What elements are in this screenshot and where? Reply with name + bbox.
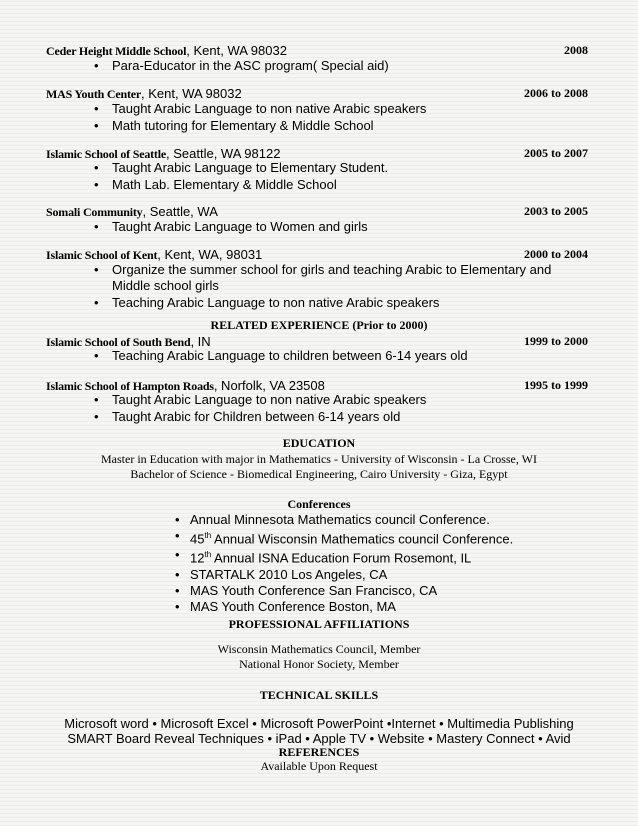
education-degree-master: Master in Education with major in Mathematics - University of Wisconsin - La Crosse, WI [101,452,537,466]
technical-skills-line: Microsoft word • Microsoft Excel • Microsoft PowerPoint •Internet • Multimedia Publishing [64,716,574,731]
job-location: , Seattle, WA 98122 [166,146,281,161]
job-location: , Seattle, WA [142,204,218,219]
job-dates: 2005 to 2007 [524,146,588,160]
job-organization: Islamic School of Seattle [46,147,166,161]
job-bullet: • Math tutoring for Elementary & Middle School [92,118,592,134]
conference-item: • 45th Annual Wisconsin Mathematics council Conference. [174,528,574,547]
job-organization: MAS Youth Center [46,87,142,101]
job-location: , Norfolk, VA 23508 [213,378,325,393]
job-bullet: • Taught Arabic Language to non native Arabic speakers [92,101,592,117]
conferences-heading: Conferences [287,497,351,511]
job-bullet: • Organize the summer school for girls and teaching Arabic to Elementary and Middle school girls [92,262,592,294]
job-bullet: • Math Lab. Elementary & Middle School [92,177,592,193]
technical-skills-heading: TECHNICAL SKILLS [259,688,379,702]
job-bullet: • Taught Arabic Language to non native Arabic speakers [92,392,592,408]
references-text: Available Upon Request [260,759,378,773]
job-bullet: • Taught Arabic for Children between 6-14 years old [92,409,592,425]
job-bullet: • Teaching Arabic Language to children between 6-14 years old [92,348,592,364]
references-heading: REFERENCES [278,745,360,759]
education-degree-bachelor: Bachelor of Science - Biomedical Engineering, Cairo University - Giza, Egypt [130,467,508,481]
job-location: , Kent, WA 98032 [186,43,287,58]
job-bullets [92,160,592,194]
job-organization: Islamic School of Hampton Roads [46,379,214,393]
job-location: , Kent, WA, 98031 [157,247,263,262]
job-bullet: • Teaching Arabic Language to non native Arabic speakers [92,295,592,311]
affiliation-item: National Honor Society, Member [239,657,399,671]
conference-item: • MAS Youth Conference Boston, MA [174,599,574,615]
job-bullets [92,219,592,236]
job-bullets [92,101,592,135]
job-bullet: • Taught Arabic Language to Elementary Student. [92,160,592,176]
job-dates: 2008 [564,43,588,57]
job-organization: Somali Community [46,205,143,219]
job-dates: 2003 to 2005 [524,204,588,218]
job-bullets [92,58,592,75]
job-dates: 1995 to 1999 [524,378,588,392]
job-bullet: • Para-Educator in the ASC program( Special aid) [92,58,592,74]
conference-item: • MAS Youth Conference San Francisco, CA [174,583,574,599]
job-location: , Kent, WA 98032 [141,86,242,101]
job-bullet: • Taught Arabic Language to Women and girls [92,219,592,235]
job-dates: 1999 to 2000 [524,334,588,348]
conference-list [174,512,574,615]
job-bullets [92,262,592,312]
job-dates: 2000 to 2004 [524,247,588,261]
conference-item: • Annual Minnesota Mathematics council Conference. [174,512,574,528]
job-organization: Islamic School of Kent [46,248,158,262]
related-experience-heading: RELATED EXPERIENCE (Prior to 2000) [210,318,428,332]
job-location: , IN [190,334,211,349]
job-dates: 2006 to 2008 [524,86,588,100]
conference-item: • 12th Annual ISNA Education Forum Rosemont, IL [174,547,574,566]
conference-item: • STARTALK 2010 Los Angeles, CA [174,567,574,583]
job-bullets [92,392,592,426]
job-organization: Ceder Height Middle School [46,44,187,58]
affiliation-item: Wisconsin Mathematics Council, Member [217,642,421,656]
affiliations-heading: PROFESSIONAL AFFILIATIONS [228,617,410,631]
job-organization: Islamic School of South Bend [46,335,191,349]
job-bullets [92,348,592,365]
education-heading: EDUCATION [282,436,356,450]
technical-skills-line: SMART Board Reveal Techniques • iPad • Apple TV • Website • Mastery Connect • Avid [67,731,571,746]
